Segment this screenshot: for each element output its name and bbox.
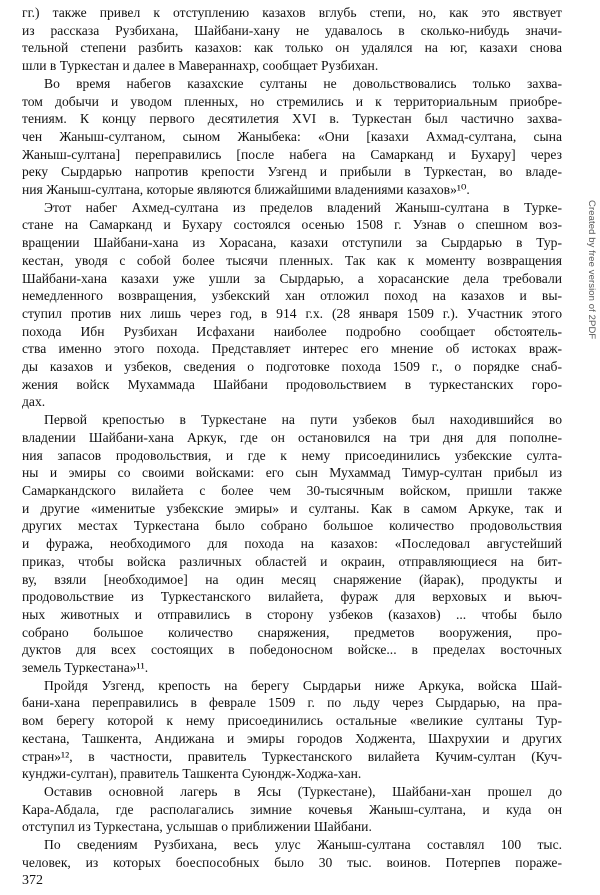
text-line: немедленного возвращения, узбекский хан отложил поход на казахов и вы- <box>22 288 562 304</box>
text-line: Пройдя Узгенд, крепость на берегу Сырдарьи ниже Аркука, войска Шай- <box>44 677 562 693</box>
text-line: Жаныш-султана] переправились [после набега на Самарканд и Бухару] через <box>22 146 562 162</box>
text-line: кунджи-султан), правитель Ташкента Суюндж-Ходжа-хан. <box>22 766 362 782</box>
text-line: Кара-Абдала, где располагались зимние кочевья Жаныш-султана, и куда он <box>22 801 562 817</box>
text-line: стане на Самарканд и Бухару состоялся осенью 1508 г. Узнав о спешном воз- <box>22 217 562 233</box>
text-line: вом берегу которой к нему присоединились остальные «великие султаны Тур- <box>22 713 562 729</box>
text-line: других местах Туркестана было собрано большое количество продовольствия <box>22 518 562 534</box>
text-line: гг.) также привел к отступлению казахов вглубь степи, но, как это явствует <box>22 5 562 20</box>
watermark <box>586 200 596 360</box>
page-body <box>22 4 562 871</box>
text-line: Первой крепостью в Туркестане на пути узбеков был находившийся во <box>44 412 562 428</box>
text-line: человек, из которых боеспособных было 30 тыс. воинов. Потерпев пораже- <box>22 854 562 870</box>
text-line: Во время набегов казахские султаны не довольствовались только захва- <box>44 75 562 91</box>
text-line: тениям. К концу первого десятилетия XVI в. Туркестан был частично захва- <box>22 111 562 127</box>
page-number: 372 <box>22 873 43 888</box>
text-line: земель Туркестана»¹¹. <box>22 660 149 676</box>
text-line: продовольствие из Туркестанского вилайета, фураж для верховых и вьюч- <box>22 589 562 605</box>
text-line: вращении Шайбани-хана из Хорасана, казахи отступили за Сырдарью в Тур- <box>22 235 562 251</box>
text-line: собрано большое количество снаряжения, предметов вооружения, про- <box>22 624 562 640</box>
text-line: стран»¹², в частности, правитель Туркестанского вилайета Кучим-султан (Куч- <box>22 748 562 764</box>
text-line: том добычи и уводом пленных, но стремились и к территориальным приобре- <box>22 93 562 109</box>
text-line: чен Жаныш-султаном, сыном Жаныбека: «Они [казахи Ахмад-султана, сына <box>22 128 562 144</box>
text-line: отступил из Туркестана, услышав о приближении Шайбани. <box>22 819 372 835</box>
text-line: ды казахов и узбеков, сведения о подготовке похода 1509 г., о порядке снаб- <box>22 359 562 375</box>
text-line: Самаркандского вилайета с более чем 30-тысячным войском, пришли также <box>22 482 562 498</box>
text-line: из рассказа Рузбихана, Шайбани-хану не удавалось в сколько-нибудь значи- <box>22 22 562 38</box>
text-line: кестан, уводя с собой более тысячи пленных. Так как к моменту возвращения <box>22 252 562 268</box>
text-line: Оставив основной лагерь в Ясы (Туркестане), Шайбани-хан прошел до <box>44 783 562 799</box>
text-line: шли в Туркестан и далее в Мавераннахр, сообщает Рузбихан. <box>22 58 379 74</box>
text-line: реку Сырдарью напротив крепости Узгенд и прибыли в Туркестан, во владе- <box>22 164 562 180</box>
text-line: и другие «именитые узбекские эмиры» и султаны. Как в самом Аркуке, так и <box>22 500 562 516</box>
text-line: и фуража, необходимого для похода на казахов: «Последовал августейший <box>22 536 562 552</box>
text-line: ны и эмиры со своими войсками: его сын Мухаммад Тимур-султан прибыл из <box>22 465 562 481</box>
text-line: ства именно этого похода. Представляет интерес его мнение об истоках враж- <box>22 341 562 357</box>
text-line: ния запасов продовольствия, и где к нему присоединились узбекские султа- <box>22 447 562 463</box>
text-line: кестана, Ташкента, Андижана и эмиры городов Ходжента, Шахрухии и других <box>22 730 562 746</box>
text-line: дах. <box>22 394 46 410</box>
text-line: дуктов для всех состоящих в победоносном войске... в пределах восточных <box>22 642 562 658</box>
text-line: владении Шайбани-хана Аркук, где он остановился на три дня для пополне- <box>22 429 562 445</box>
text-line: приказ, чтобы войска различных областей и окраин, отправляющиеся на бит- <box>22 553 562 569</box>
text-line: По сведениям Рузбихана, весь улус Жаныш-султана составлял 100 тыс. <box>44 837 562 853</box>
text-line: похода Ибн Рузбихан Исфахани наиболее подробно сообщает обстоятель- <box>22 323 562 339</box>
text-line: ных животных и отправились в сторону узбеков (казахов) ... чтобы было <box>22 606 562 622</box>
watermark-text: Created by free version of 2PDF <box>586 200 597 340</box>
text-line: Этот набег Ахмед-султана из пределов владений Жаныш-султана в Турке- <box>44 199 562 215</box>
text-line: бани-хана переправились в феврале 1509 г. по льду через Сырдарью, на пра- <box>22 695 562 711</box>
text-line: Шайбани-хана казахи уже ушли за Сырдарью, а хорасанские дела требовали <box>22 270 562 286</box>
text-line: ния Жаныш-султана, которые являются ближайшими владениями казахов»¹⁰. <box>22 182 470 198</box>
text-line: ступил против них лишь через год, в 914 г.х. (28 января 1509 г.). Участник этого <box>22 305 562 321</box>
text-line: тельной степени разбить казахов: как только он удалялся на юг, казахи снова <box>22 40 562 56</box>
text-line: жения войск Мухаммада Шайбани продовольствием в туркестанских горо- <box>22 376 562 392</box>
text-line: ву, взяли [необходимое] на один месяц снаряжение (йарак), продукты и <box>22 571 562 587</box>
